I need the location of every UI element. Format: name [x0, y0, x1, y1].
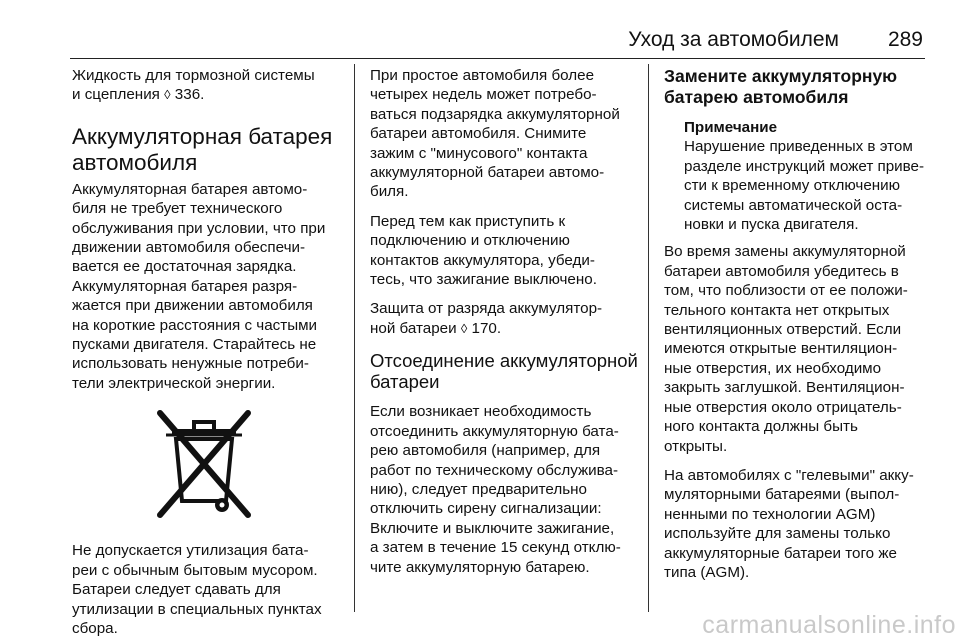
page-header: [70, 24, 925, 59]
column-middle: [370, 66, 640, 577]
subsection-heading: Замените аккумуляторную батарею автомобиля: [664, 66, 898, 107]
column-divider: [648, 64, 649, 612]
subsection-heading: Отсоединение аккумуляторной батареи: [370, 350, 638, 393]
section-title: Уход за автомобилем: [628, 28, 839, 51]
section-heading: Аккумуляторная батарея автомобиля: [72, 123, 333, 175]
column-right: [664, 66, 934, 582]
paragraph: Не допускается утилизация бата- реи с обычным бытовым мусором. Батареи следует сдавать для утилизации в специальных пунктах сбора.: [72, 542, 322, 637]
column-divider: [354, 64, 355, 612]
page-reference-arrow-icon: ◊: [460, 320, 468, 336]
paragraph: Аккумуляторная батарея автомо- биля не требует технического обслуживания при условии, что при движении автомобиля обеспечи- вается ее достаточная зарядка. Аккумуляторная батарея разря- жается при движении автомобиля на короткие расстояния с частыми пусками двигателя. Старайтесь не использовать ненужные потреби- тели электрической энергии.: [72, 180, 326, 392]
page-number: 289: [887, 28, 923, 51]
column-left: [72, 66, 344, 638]
page-reference-link[interactable]: 336.: [174, 86, 205, 104]
note-title: Примечание: [684, 119, 778, 136]
intro-text: Жидкость для тормозной системы и сцепления ◊ 336.: [72, 67, 315, 104]
disposal-symbol: [72, 403, 344, 527]
paragraph: Если возникает необходимость отсоединить аккумуляторную бата- рею автомобиля (например, для работ по техническому обслужива- нию), следует предварительно отключить сирену сигнализации: Включите и выключите зажигание, а затем в течение 15 секунд отклю- чите аккумуляторную батарею.: [370, 403, 621, 576]
paragraph: На автомобилях с "гелевыми" акку- муляторными батареями (выпол- ненными по технологии AGM) используйте для замены только аккумуляторные батареи того же типа (AGM).: [664, 466, 914, 581]
page-reference-arrow-icon: ◊: [164, 87, 171, 103]
watermark: carmanualsonline.info: [702, 611, 956, 639]
paragraph: При простое автомобиля более четырех недель может потребо- ваться подзарядка аккумуляторной батареи автомобиля. Снимите зажим с "минусового" контакта аккумуляторной батареи автомо- биля.: [370, 67, 620, 201]
paragraph: Защита от разряда аккумулятор- ной батареи ◊ 170.: [370, 300, 603, 337]
page-reference-link[interactable]: 170.: [471, 319, 502, 337]
crossed-out-wheelie-bin-icon: [154, 407, 254, 523]
paragraph: Перед тем как приступить к подключению и отключению контактов аккумулятора, убеди- тесь, что зажигание выключено.: [370, 212, 597, 289]
note-box: Примечание Нарушение приведенных в этом разделе инструкций может приве- сти к временному отключению системы автоматической оста- новки и пуска двигателя.: [664, 118, 934, 234]
paragraph: Во время замены аккумуляторной батареи автомобиля убедитесь в том, что поблизости от ее положи- тельного контакта нет открытых вентиляционных отверстий. Если имеются открытые вентиляцион- ные отверстия, их необходимо закрыть заглушкой. Вентиляцион- ные отверстия около отрицатель- ного контакта должны быть открыты.: [664, 243, 908, 455]
